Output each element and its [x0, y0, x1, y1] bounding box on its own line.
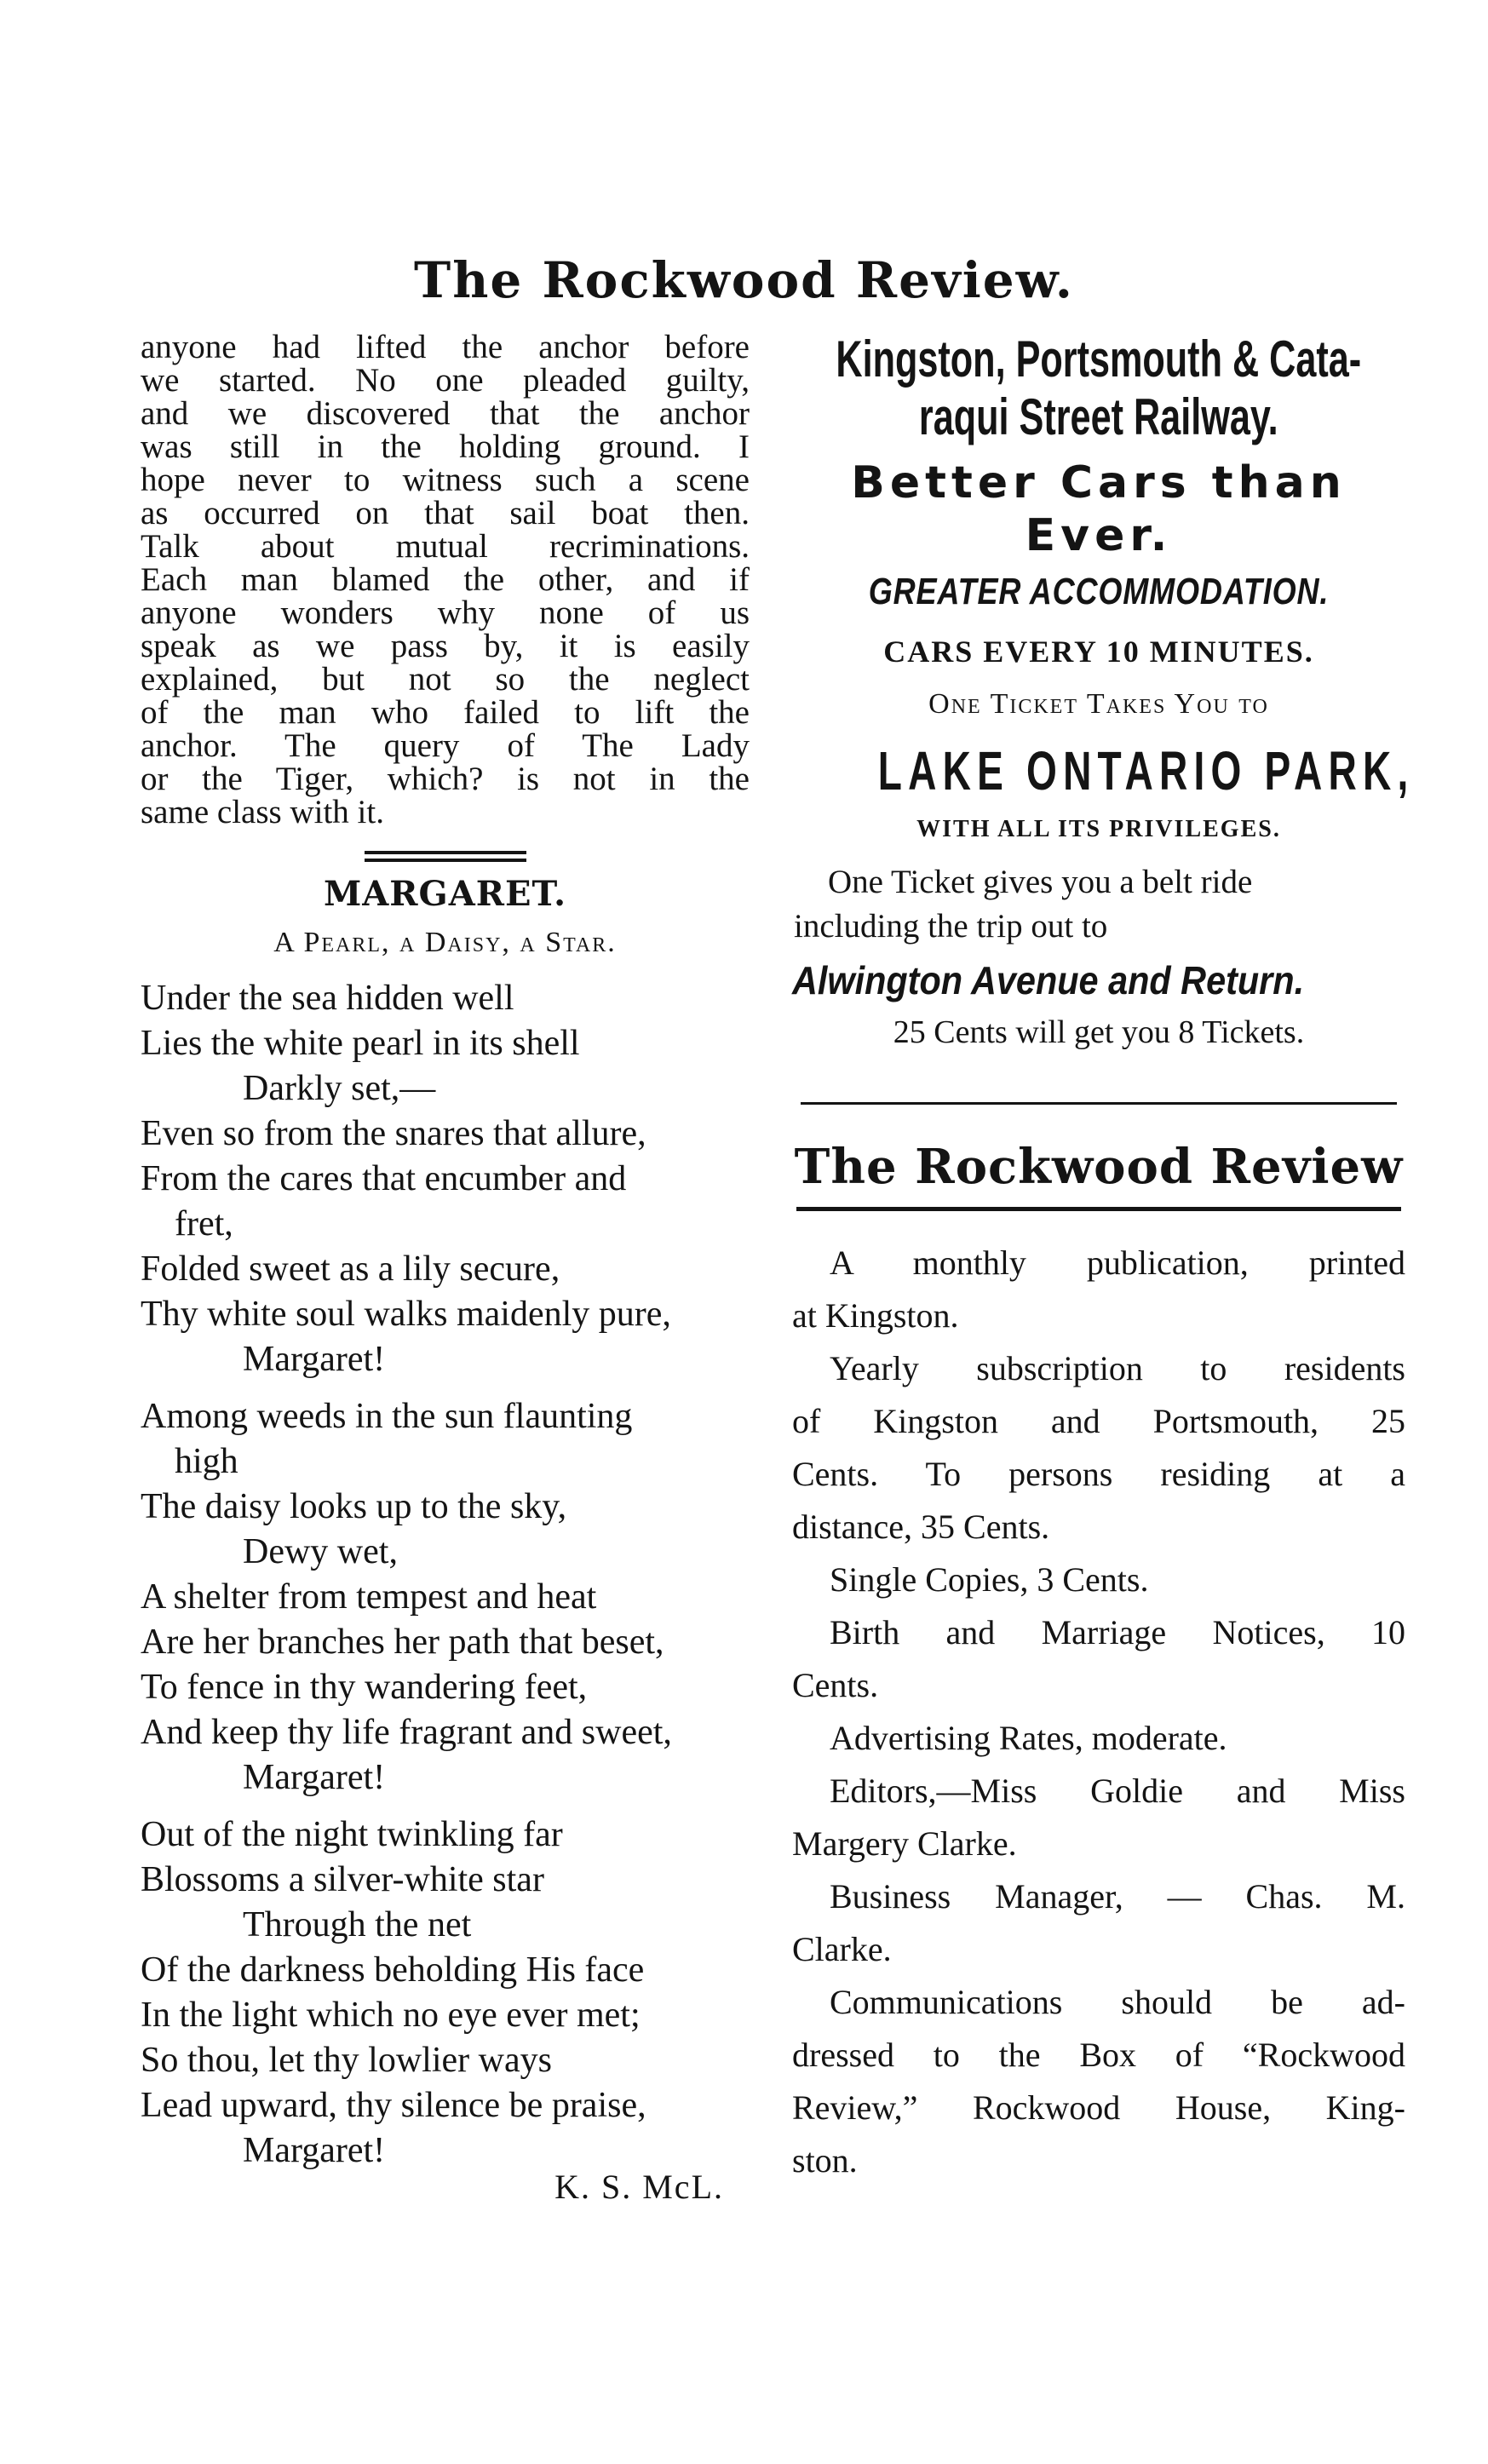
privileges-line: WITH ALL ITS PRIVILEGES. — [916, 816, 1281, 842]
info-line: Cents. — [792, 1666, 879, 1704]
prose-line: same class with it. — [141, 794, 384, 830]
poem-line: To fence in thy wandering feet, — [141, 1668, 588, 1707]
alwington-avenue: Alwington Avenue and Return. — [792, 958, 1305, 1002]
info-line: Birth and Marriage Notices, 10 — [830, 1613, 1405, 1651]
prose-line: Each man blamed the other, and if — [141, 561, 750, 598]
publication-info — [792, 1237, 1405, 2187]
poem-subtitle: A Pearl, a Daisy, a Star. — [273, 927, 617, 958]
section-rule — [801, 1102, 1397, 1105]
railway-ad-title-line: raqui Street Railway. — [919, 388, 1278, 445]
poem-line: The daisy looks up to the sky, — [141, 1487, 567, 1526]
info-paragraph — [792, 1237, 1405, 1342]
better-cars-line: Ever. — [1025, 510, 1173, 561]
info-line: at Kingston. — [792, 1296, 959, 1335]
double-rule-divider — [365, 851, 526, 862]
poem-line: Even so from the snares that allure, — [141, 1114, 646, 1153]
greater-accommodation: GREATER ACCOMMODATION. — [868, 571, 1330, 612]
poem-line: From the cares that encumber and — [141, 1159, 627, 1198]
left-column — [141, 329, 750, 2206]
stanza-gap — [141, 1801, 750, 1812]
review-masthead: The Rockwood Review — [794, 1139, 1404, 1195]
poem-line: Lead upward, thy silence be praise, — [141, 2086, 646, 2125]
info-line: of Kingston and Portsmouth, 25 — [792, 1402, 1405, 1440]
poem-line: Blossoms a silver-white star — [141, 1860, 544, 1899]
belt-ride-line: including the trip out to — [794, 908, 1108, 945]
info-line: Clarke. — [792, 1930, 892, 1968]
poem-line: Margaret! — [243, 1758, 386, 1797]
belt-ride-text — [792, 860, 1405, 949]
prose-line: anyone wonders why none of us — [141, 594, 750, 631]
prose-line: anyone had lifted the anchor before — [141, 329, 750, 365]
prose-line: was still in the holding ground. I — [141, 428, 750, 465]
prose-line: anchor. The query of The Lady — [141, 727, 750, 764]
prose-line: or the Tiger, which? is not in the — [141, 761, 750, 797]
belt-ride-line: One Ticket gives you a belt ride — [828, 864, 1253, 900]
poem-line: Folded sweet as a lily secure, — [141, 1249, 560, 1289]
poem-line: Through the net — [243, 1905, 472, 1944]
one-ticket-line: One Ticket Takes You to — [928, 688, 1269, 720]
info-paragraph — [792, 1870, 1405, 1976]
info-line: A monthly publication, printed — [830, 1243, 1405, 1282]
poem-line: So thou, let thy lowlier ways — [141, 2041, 552, 2080]
info-line: Single Copies, 3 Cents. — [830, 1560, 1149, 1599]
info-line: Cents. To persons residing at a — [792, 1455, 1405, 1493]
story-ending — [141, 330, 750, 829]
info-line: Business Manager, — Chas. M. — [830, 1877, 1405, 1915]
poem-author: K. S. McL. — [554, 2168, 724, 2206]
ticket-price: 25 Cents will get you 8 Tickets. — [893, 1014, 1305, 1050]
poem-line: Darkly set,— — [243, 1069, 436, 1108]
info-paragraph — [792, 1765, 1405, 1870]
poem-line: Dewy wet, — [243, 1532, 398, 1571]
poem-line: A shelter from tempest and heat — [141, 1577, 597, 1617]
poem-line: Out of the night twinkling far — [141, 1815, 563, 1854]
info-paragraph — [792, 1342, 1405, 1554]
poem-line: And keep thy life fragrant and sweet, — [141, 1713, 672, 1752]
prose-line: and we discovered that the anchor — [141, 395, 750, 432]
poem-line: Lies the white pearl in its shell — [141, 1024, 580, 1063]
poem-line: fret, — [175, 1204, 233, 1243]
info-line: dressed to the Box of “Rockwood — [792, 2036, 1405, 2074]
railway-ad-title — [794, 330, 1403, 446]
stanza-gap — [141, 1382, 750, 1394]
poem-body — [141, 976, 750, 2174]
info-paragraph — [792, 1976, 1405, 2187]
better-cars-line: Better Cars than — [851, 457, 1347, 508]
prose-line: Talk about mutual recriminations. — [141, 528, 750, 565]
cars-frequency: CARS EVERY 10 MINUTES. — [883, 635, 1314, 669]
poem-title: MARGARET. — [323, 874, 566, 914]
lake-ontario-park: LAKE ONTARIO PARK, — [877, 740, 1415, 801]
info-line: Advertising Rates, moderate. — [830, 1719, 1227, 1757]
poem-line: Under the sea hidden well — [141, 979, 514, 1018]
page-header: The Rockwood Review. — [414, 251, 1074, 309]
prose-line: we started. No one pleaded guilty, — [141, 362, 750, 399]
masthead-rule — [796, 1207, 1401, 1211]
poem-line: Among weeds in the sun flaunting — [141, 1397, 633, 1436]
prose-line: as occurred on that sail boat then. — [141, 495, 750, 531]
railway-ad-title-line: Kingston, Portsmouth & Cata- — [836, 330, 1362, 388]
better-cars-slogan — [792, 457, 1405, 562]
info-paragraph — [792, 1554, 1405, 1606]
info-paragraph — [792, 1712, 1405, 1765]
info-paragraph — [792, 1606, 1405, 1712]
prose-line: explained, but not so the neglect — [141, 661, 750, 698]
poem-line: high — [175, 1442, 238, 1481]
poem-line: In the light which no eye ever met; — [141, 1996, 641, 2035]
poem-line: Margaret! — [243, 1340, 386, 1379]
right-column — [792, 330, 1415, 2187]
info-line: Review,” Rockwood House, King- — [792, 2088, 1405, 2127]
prose-line: of the man who failed to lift the — [141, 694, 750, 731]
prose-line: hope never to witness such a scene — [141, 462, 750, 498]
info-line: Margery Clarke. — [792, 1824, 1017, 1863]
info-line: Communications should be ad- — [830, 1983, 1405, 2021]
poem-line: Of the darkness beholding His face — [141, 1950, 645, 1990]
poem-line: Margaret! — [243, 2131, 386, 2170]
info-line: ston. — [792, 2141, 858, 2180]
prose-line: speak as we pass by, it is easily — [141, 628, 750, 664]
info-line: Yearly subscription to residents — [830, 1349, 1405, 1387]
poem-line: Are her branches her path that beset, — [141, 1623, 664, 1662]
info-line: Editors,—Miss Goldie and Miss — [830, 1772, 1405, 1810]
poem-line: Thy white soul walks maidenly pure, — [141, 1295, 671, 1334]
info-line: distance, 35 Cents. — [792, 1508, 1050, 1546]
